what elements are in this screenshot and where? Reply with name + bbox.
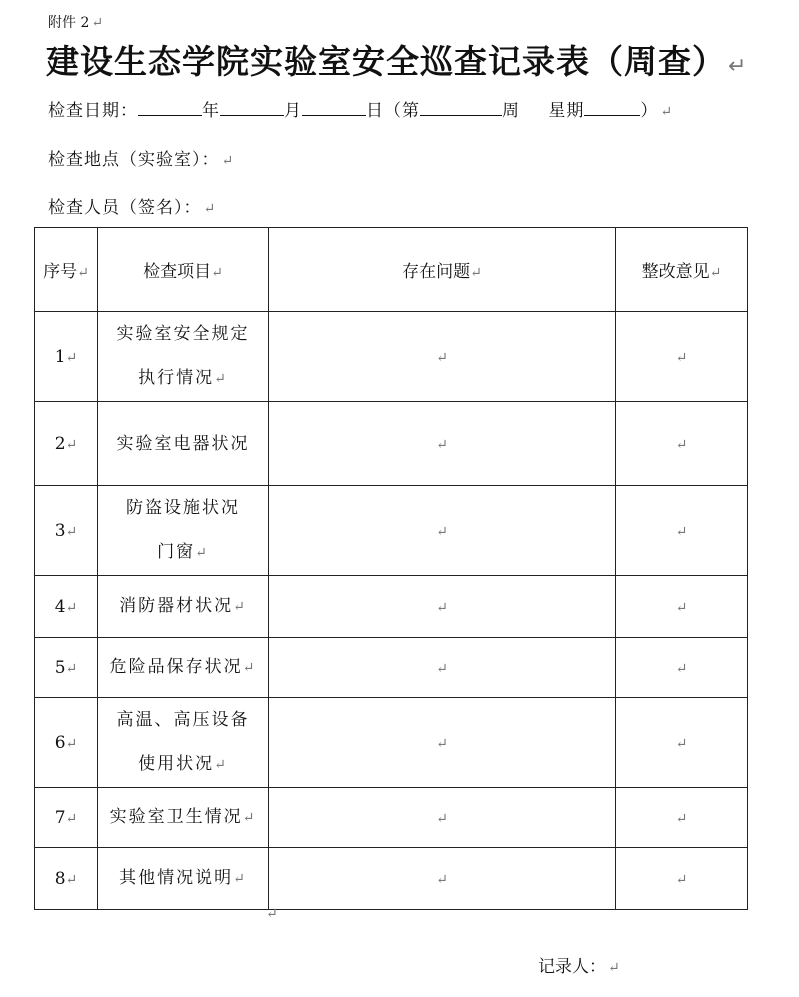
opinion-cell[interactable]: ↵ [616, 576, 748, 638]
date-line: 检查日期： 年 月 日（第 周 星期 ） ↵ [48, 101, 674, 121]
table-row [35, 638, 748, 698]
month-blank[interactable] [220, 101, 284, 116]
issue-cell[interactable]: ↵ [269, 402, 616, 486]
week-blank[interactable] [420, 101, 502, 116]
table-row [35, 312, 748, 402]
location-line: 检查地点（实验室）： ↵ [48, 150, 235, 170]
header-cell: 整改意见↵ [616, 228, 748, 312]
row-number: 5↵ [35, 638, 98, 698]
check-item: 其他情况说明↵ [98, 848, 269, 910]
page-title: 建设生态学院实验室安全巡查记录表（周查）↵ [46, 42, 748, 81]
table-header-row [35, 228, 748, 312]
table-row [35, 486, 748, 576]
table-row [35, 788, 748, 848]
check-item: 实验室卫生情况↵ [98, 788, 269, 848]
issue-cell[interactable]: ↵ [269, 312, 616, 402]
table-row [35, 576, 748, 638]
inspection-table [34, 227, 748, 910]
attachment-label: 附件 2 ↵ [48, 15, 104, 31]
opinion-cell[interactable]: ↵ [616, 848, 748, 910]
paragraph-mark: ↵ [266, 906, 278, 922]
header-cell: 存在问题↵ [269, 228, 616, 312]
weekday-blank[interactable] [584, 101, 640, 116]
header-cell: 检查项目↵ [98, 228, 269, 312]
header-cell: 序号↵ [35, 228, 98, 312]
row-number: 1↵ [35, 312, 98, 402]
row-number: 7↵ [35, 788, 98, 848]
issue-cell[interactable]: ↵ [269, 788, 616, 848]
row-number: 6↵ [35, 698, 98, 788]
row-number: 4↵ [35, 576, 98, 638]
opinion-cell[interactable]: ↵ [616, 312, 748, 402]
opinion-cell[interactable]: ↵ [616, 698, 748, 788]
issue-cell[interactable]: ↵ [269, 698, 616, 788]
recorder-line: 记录人： ↵ [538, 957, 620, 977]
year-blank[interactable] [138, 101, 202, 116]
date-label: 检查日期： [48, 101, 138, 121]
check-item: 高温、高压设备 使用状况↵ [98, 698, 269, 788]
check-item: 消防器材状况↵ [98, 576, 269, 638]
opinion-cell[interactable]: ↵ [616, 486, 748, 576]
check-item: 实验室安全规定 执行情况↵ [98, 312, 269, 402]
issue-cell[interactable]: ↵ [269, 486, 616, 576]
table-row [35, 698, 748, 788]
day-blank[interactable] [302, 101, 366, 116]
issue-cell[interactable]: ↵ [269, 576, 616, 638]
issue-cell[interactable]: ↵ [269, 848, 616, 910]
opinion-cell[interactable]: ↵ [616, 638, 748, 698]
inspector-line: 检查人员（签名）： ↵ [48, 198, 217, 218]
issue-cell[interactable]: ↵ [269, 638, 616, 698]
table-row [35, 402, 748, 486]
check-item: 危险品保存状况↵ [98, 638, 269, 698]
check-item: 实验室电器状况 [98, 402, 269, 486]
row-number: 2↵ [35, 402, 98, 486]
check-item: 防盗设施状况 门窗↵ [98, 486, 269, 576]
opinion-cell[interactable]: ↵ [616, 788, 748, 848]
opinion-cell[interactable]: ↵ [616, 402, 748, 486]
table-row [35, 848, 748, 910]
row-number: 3↵ [35, 486, 98, 576]
row-number: 8↵ [35, 848, 98, 910]
